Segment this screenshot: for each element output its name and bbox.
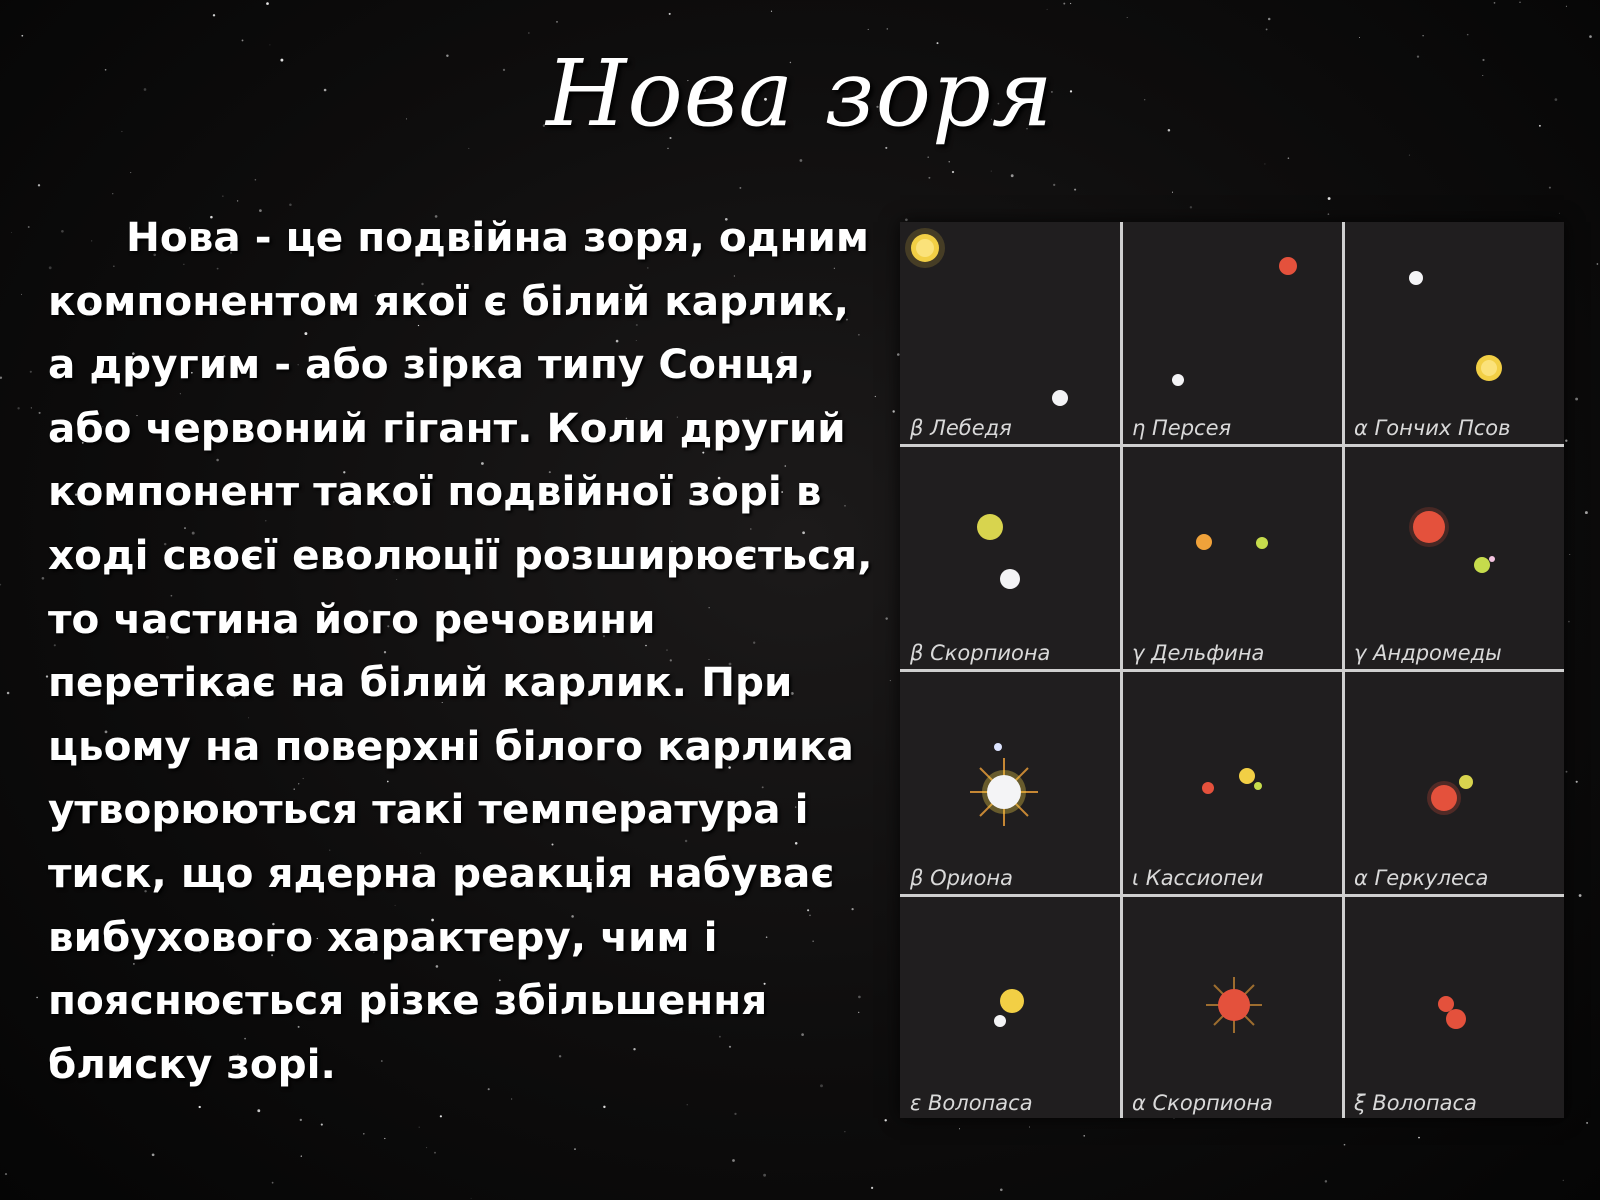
background-star xyxy=(844,1131,845,1132)
background-star xyxy=(952,171,954,173)
background-star xyxy=(1344,1144,1346,1146)
background-star xyxy=(868,29,869,30)
background-star xyxy=(1288,157,1290,159)
grid-divider xyxy=(900,894,1564,897)
background-star xyxy=(763,1174,766,1177)
background-star xyxy=(890,680,891,681)
background-star xyxy=(266,2,269,5)
star-cell-iota-cassiopeiae xyxy=(1122,672,1343,896)
star-label: α Гончих Псов xyxy=(1354,416,1511,440)
background-star xyxy=(17,407,19,409)
background-star xyxy=(1359,37,1360,38)
star-cell-eta-persei xyxy=(1122,222,1343,446)
background-star xyxy=(1566,771,1568,773)
star-label: ι Кассиопеи xyxy=(1132,866,1264,890)
background-star xyxy=(1047,9,1048,10)
background-star xyxy=(1549,187,1551,189)
background-star xyxy=(1576,781,1578,783)
background-star xyxy=(30,371,32,373)
background-star xyxy=(1266,28,1268,30)
background-star xyxy=(1422,35,1423,36)
background-star xyxy=(130,172,131,173)
star-label: β Скорпиона xyxy=(910,641,1051,665)
star-cell-gamma-andromedae xyxy=(1344,447,1565,671)
background-star xyxy=(5,1173,7,1175)
background-star xyxy=(1569,554,1570,555)
background-star xyxy=(1328,213,1330,215)
background-star xyxy=(959,1128,960,1129)
background-star xyxy=(1566,6,1567,7)
background-star xyxy=(28,226,30,228)
background-star xyxy=(1325,1180,1327,1182)
star-label: β Ориона xyxy=(910,866,1014,890)
background-star xyxy=(213,14,215,16)
background-star xyxy=(199,1106,201,1108)
background-star xyxy=(301,1155,302,1156)
background-star xyxy=(734,1113,736,1115)
background-star xyxy=(667,148,668,149)
background-star xyxy=(21,294,22,295)
background-star xyxy=(255,179,257,181)
background-star xyxy=(1579,894,1582,897)
background-star xyxy=(0,377,2,379)
background-star xyxy=(1418,1137,1420,1139)
background-star xyxy=(1409,155,1410,156)
background-star xyxy=(669,13,671,15)
background-star xyxy=(272,1182,274,1184)
background-star xyxy=(384,1138,385,1139)
background-star xyxy=(771,11,772,12)
star-cell-beta-orionis xyxy=(900,672,1121,896)
background-star xyxy=(1029,1127,1030,1128)
background-star xyxy=(1597,263,1599,265)
double-star-grid xyxy=(900,222,1564,1118)
background-star xyxy=(21,35,23,37)
star-label: γ Андромеды xyxy=(1354,641,1502,665)
star-cell-alpha-scorpii xyxy=(1122,897,1343,1121)
grid-divider xyxy=(900,669,1564,672)
background-star xyxy=(1563,1180,1564,1181)
background-star xyxy=(1519,1,1521,3)
body-paragraph: Нова - це подвійна зоря, одним компонентом якої є білий карлик, а другим - або зірка типу Сонця, або червоний гігант. Коли другий компонент такої подвійної зорі в ході своєї еволюції розширюється, то частина його речовини перетікає на білий карлик. При цьому на поверхні білого карлика утворюються такі температура і тиск, що ядерна реакція набуває вибухового характеру, чим і пояснюється різке збільшення блиску зорі. xyxy=(48,213,873,1088)
background-star xyxy=(1467,34,1469,36)
background-star xyxy=(257,1109,260,1112)
background-star xyxy=(1589,35,1592,38)
background-star xyxy=(905,218,908,221)
background-star xyxy=(321,1124,323,1126)
star-cell-epsilon-bootis xyxy=(900,897,1121,1121)
background-star xyxy=(468,148,469,149)
background-star xyxy=(1494,2,1496,4)
star-label: γ Дельфина xyxy=(1132,641,1265,665)
background-star xyxy=(528,33,529,34)
background-star xyxy=(38,184,40,186)
background-star xyxy=(1083,1135,1084,1136)
background-star xyxy=(949,161,950,162)
background-star xyxy=(440,1115,442,1117)
background-star xyxy=(42,577,45,580)
background-star xyxy=(426,1147,427,1148)
background-star xyxy=(11,232,12,233)
background-star xyxy=(885,147,887,149)
background-star xyxy=(928,177,930,179)
background-star xyxy=(1190,206,1192,208)
background-star xyxy=(884,1119,886,1121)
background-star xyxy=(892,410,894,412)
background-star xyxy=(687,1104,688,1105)
background-star xyxy=(419,1127,420,1128)
background-star xyxy=(1000,1188,1003,1191)
star-cell-alpha-herculis xyxy=(1344,672,1565,896)
background-star xyxy=(1063,3,1065,5)
star-cell-alpha-canum xyxy=(1344,222,1565,446)
background-star xyxy=(471,1198,472,1199)
background-star xyxy=(511,1098,512,1099)
background-star xyxy=(887,28,889,30)
background-star xyxy=(871,1187,873,1189)
background-star xyxy=(39,412,41,414)
background-star xyxy=(1074,189,1076,191)
star-label: α Геркулеса xyxy=(1354,866,1489,890)
background-star xyxy=(152,1153,155,1156)
background-star xyxy=(363,1133,365,1135)
star-label: α Скорпиона xyxy=(1132,1091,1273,1115)
background-star xyxy=(1172,192,1173,193)
background-star xyxy=(574,1148,576,1150)
star-label: ε Волопаса xyxy=(910,1091,1033,1115)
background-star xyxy=(434,1152,436,1154)
background-star xyxy=(1586,1122,1588,1124)
star-label: β Лебедя xyxy=(910,416,1012,440)
background-star xyxy=(31,407,32,408)
background-star xyxy=(1559,213,1560,214)
slide-title: Нова зоря xyxy=(546,40,1054,147)
background-star xyxy=(991,171,992,172)
star-label: η Персея xyxy=(1132,416,1232,440)
background-star xyxy=(739,187,741,189)
background-star xyxy=(603,1106,605,1108)
background-star xyxy=(800,159,803,162)
star-cell-gamma-delphini xyxy=(1122,447,1343,671)
star-cell-beta-scorpii xyxy=(900,447,1121,671)
background-star xyxy=(1127,17,1128,18)
background-star xyxy=(1053,184,1055,186)
background-star xyxy=(1575,398,1578,401)
background-star xyxy=(927,156,929,158)
background-star xyxy=(222,196,223,197)
background-star xyxy=(36,997,37,998)
background-star xyxy=(237,200,238,201)
background-star xyxy=(1070,3,1071,4)
background-star xyxy=(1268,18,1271,21)
background-star xyxy=(1011,174,1014,177)
background-star xyxy=(1565,440,1567,442)
background-star xyxy=(300,1119,302,1121)
background-star xyxy=(732,1159,735,1162)
background-star xyxy=(556,21,557,22)
background-star xyxy=(7,692,10,695)
star-label: ξ Волопаса xyxy=(1354,1091,1477,1115)
background-star xyxy=(1328,197,1331,200)
background-star xyxy=(1264,163,1265,164)
background-star xyxy=(112,193,113,194)
star-cell-beta-cygni xyxy=(900,222,1121,446)
background-star xyxy=(1585,511,1588,514)
grid-divider xyxy=(900,444,1564,447)
background-star xyxy=(0,584,1,586)
background-star xyxy=(1568,621,1570,623)
star-cell-xi-bootis xyxy=(1344,897,1565,1121)
